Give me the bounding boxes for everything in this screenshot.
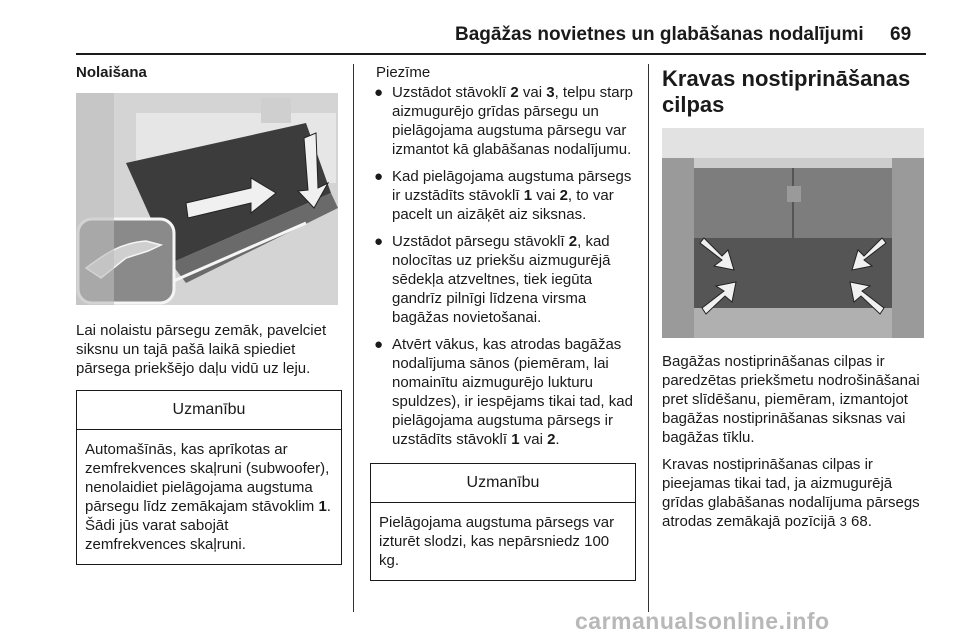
text: vai: [518, 84, 547, 101]
bullet-icon: ●: [374, 84, 384, 101]
caution-box-subwoofer: [76, 390, 342, 565]
section-heading-lashing-eyes: Kravas nostiprināšanas cilpas: [662, 66, 911, 117]
caution-text-end: . Šādi jūs varat sabojāt zemfrekvences skaļruni.: [85, 498, 331, 553]
bold-value: 2: [510, 84, 519, 101]
lashing-eyes-drawing: [662, 128, 924, 338]
caution-title: Uzmanību: [371, 464, 635, 503]
cover-lowering-drawing: [76, 93, 338, 305]
text: .: [555, 431, 560, 448]
text: Kad pielāgojama augstuma pārsegs ir uzstādīts stāvoklī: [392, 168, 632, 204]
text: , kad nolocītas uz priekšu aizmugurējā sēdekļa atzveltnes, tiek iegūta gandrīz pilnīgi līdzena virsma bagāžas novietošanai.: [392, 233, 611, 326]
lashing-eyes-illustration: [662, 128, 924, 338]
column-divider-left: [353, 64, 354, 612]
bold-value: 1: [523, 187, 533, 204]
text: Uzstādot pārsegu stāvoklī: [392, 233, 569, 250]
caution-body: Pielāgojama augstuma pārsegs var izturēt slodzi, kas nepārsniedz 100 kg.: [379, 514, 615, 569]
list-item: [370, 83, 636, 159]
note-title: Piezīme: [376, 64, 431, 81]
bold-value: 3: [546, 84, 555, 101]
bold-value: 1: [511, 431, 520, 448]
list-item: [370, 335, 636, 449]
page-ref-arrow-icon: 3: [839, 514, 847, 529]
text: Kravas nostiprināšanas cilpas ir pieejamas tikai tad, ja aizmugurējā grīdas glabāšanas nodalījuma pārsegs atrodas zemākajā pozīcijā: [662, 456, 920, 530]
section-heading-lowering: Nolaišana: [76, 64, 147, 81]
lashing-eyes-availability: [662, 455, 928, 531]
column-middle: [370, 64, 636, 581]
text: , to var pacelt un aizāķēt aiz siksnas.: [392, 187, 614, 223]
column-left: [76, 64, 342, 565]
bold-value: 2: [547, 431, 556, 448]
column-divider-right: [648, 64, 649, 612]
cover-lowering-illustration: [76, 93, 338, 305]
page-ref-link[interactable]: 68.: [851, 513, 872, 530]
column-right: [662, 66, 928, 531]
lowering-instructions: Lai nolaistu pārsegu zemāk, pavelciet siksnu un tajā pašā laikā spiediet pārsega priekšējo daļu vidū uz leju.: [76, 322, 327, 377]
text: , telpu starp aizmugurējo grīdas pārsegu un pielāgojama augstuma pārsegu var izmantot kā glabāšanas nodalījumu.: [392, 84, 633, 158]
text: vai: [532, 187, 560, 204]
caution-text: Automašīnās, kas aprīkotas ar zemfrekvences skaļruni (subwoofer), nenolaidiet pielāgojama augstuma pārsegu līdz zemākajam stāvoklim: [85, 441, 330, 515]
text: Uzstādot stāvoklī: [392, 84, 511, 101]
footer-watermark: carmanualsonline.info: [575, 608, 830, 634]
caution-bold-value: 1: [318, 498, 327, 515]
list-item: [370, 167, 636, 224]
caution-title: Uzmanību: [77, 391, 341, 430]
bullet-icon: ●: [374, 233, 384, 250]
page-number: 69: [890, 24, 912, 45]
header-rule: [76, 53, 926, 55]
note-list: [370, 83, 636, 449]
lashing-eyes-purpose: Bagāžas nostiprināšanas cilpas ir paredzētas priekšmetu nodrošināšanai pret slīdēšanu, piemēram, izmantojot bagāžas nostiprināšanas siksnas vai bagāžas tīklu.: [662, 353, 920, 446]
list-item: [370, 232, 636, 327]
bullet-icon: ●: [374, 168, 384, 185]
page-header-title: Bagāžas novietnes un glabāšanas nodalījumi: [455, 24, 864, 45]
text: Atvērt vākus, kas atrodas bagāžas nodalījuma sānos (piemēram, lai nomainītu aizmugurējo lukturu spuldzes), ir iespējams tikai tad, kad pielāgojama augstuma pārsegs ir uzstādīts stāvoklī: [392, 336, 633, 448]
bold-value: 2: [568, 233, 578, 250]
bold-value: 2: [559, 187, 568, 204]
caution-body: [77, 430, 341, 564]
text: vai: [519, 431, 548, 448]
caution-box-load: [370, 463, 636, 581]
bullet-icon: ●: [374, 336, 384, 353]
